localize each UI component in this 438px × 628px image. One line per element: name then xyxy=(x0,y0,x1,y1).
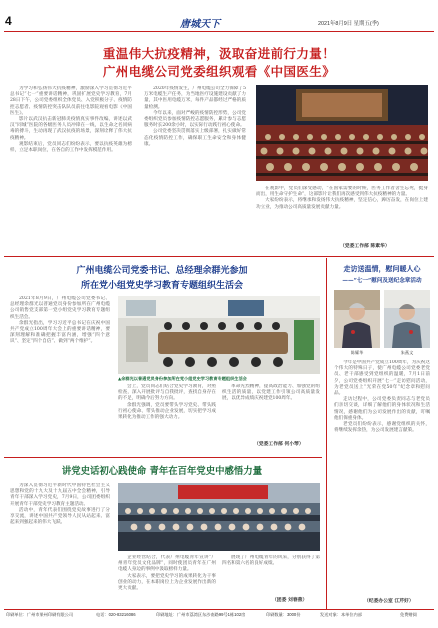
paragraph: 今年是中国共产党成立100周年，为庆祝这个伟大的特殊日子，使广州电缆公司党委老党员、老干部感受到党组织的温暖，7月1日前夕，公司党委组织开展“七一”走访慰问活动，为老党员送上“光荣在党50年”纪念章和慰问品。 xyxy=(334,360,430,397)
article1-col2 xyxy=(144,86,246,272)
paragraph: 活动中，青年代表们围绕党史故事进行了分享交流，讲述中国共产党领导人民从站起来、富起来到强起来的伟大飞跃。 xyxy=(10,507,110,526)
footer-printer: 印刷单位：广州市果州印刷有限公司 xyxy=(6,612,74,617)
article2-col3 xyxy=(222,384,320,436)
sidebar-photo-2 xyxy=(384,290,430,348)
elderly-member-image xyxy=(384,290,430,348)
paragraph: 走访过程中，公司党委负责同志与老党员们亲切交谈，详细了解他们的身体状况和生活情况，感谢他们为公司发展作出的贡献，叮嘱他们保重身体。 xyxy=(334,397,430,421)
paragraph: 展现了广州电缆青年的风采，分别获得了第四名和第六名的良好成绩。 xyxy=(222,555,320,567)
meeting-room-image xyxy=(118,296,320,374)
paragraph: 老党员们纷纷表示，感谢党组织的关怀，将继续发挥余热，为公司发展建言献策。 xyxy=(334,422,430,434)
sidebar-title: 走访送温情，慰问暖人心 xyxy=(343,264,421,273)
paragraph: 2020年疫情发生，广州电缆公司全力保障了5万米电缆生产任务，为当地医疗设施建设贡献了力量，其中医用电缆万米，每件产品都经过严格的质量检测。 xyxy=(144,86,246,110)
article3-title: 讲党史话初心践使命 青年在百年党史中感悟力量 xyxy=(61,466,263,477)
paragraph: 革命先烈精神，提高政治能力、加强党的组织生活的质量，以党建工作引领公司高质量发展，以优异成绩庆祝建党100周年。 xyxy=(222,384,320,402)
sidebar-photo-1-caption: 陈耀华 xyxy=(350,350,364,355)
footer-shipment: 印刷数量：3000份 xyxy=(266,612,301,617)
article2-col1 xyxy=(10,296,110,442)
cinema-audience-image xyxy=(256,85,428,181)
article1-col3 xyxy=(256,186,428,242)
article2-byline: （党委工作部 何小琴） xyxy=(254,441,304,447)
footer-delivery: 发送对象：本单位内部 xyxy=(320,612,362,617)
paragraph: 企业经营结合，代表广州电缆青年宣讲“广州青年党员文化品牌”，同时使团员青年在广州电缆人身边的事例中汲取榜样力量。 xyxy=(118,555,216,573)
footer xyxy=(4,612,434,622)
article1-subtitle: 广州电缆公司党委组织观看《中国医生》 xyxy=(102,64,336,79)
paragraph: 会上，党员同志们结合党史学习教育，对照检查，深入开展批评与自我批评，查找自身存在的不足，明确今后努力方向。 xyxy=(118,384,216,402)
footer-fee: 免费赠阅 xyxy=(400,612,417,617)
article2-col2 xyxy=(118,384,216,454)
paragraph: 公司党委坚决贯彻落实上级部署，扎实做好常态化疫情防控工作，确保职工生命安全和身体健康。 xyxy=(144,129,246,147)
paragraph: 2021年8月9日，广州电缆公司党委书记、总经理余群光以普通党员身份参加所在广州电缆公司销售党支部第一党小组党史学习教育专题组织生活会。 xyxy=(10,296,110,320)
article3-col1 xyxy=(10,483,110,607)
paragraph: 今年以来，面对严峻的疫情防控形势，公司党委组织党员参加疫情防控志愿服务，累计参与志愿服务时长200余小时，以实际行动践行初心使命。 xyxy=(144,110,246,129)
paragraph: 余群光强调，党员要带头学习党史、带头践行初心使命、带头推动企业发展，切实把学习成果转化为推动工作的强大动力。 xyxy=(118,402,216,421)
paragraph: 为学习和弘扬伟大抗疫精神，激励深入学习贯彻习近平总书记“七一”重要讲话精神，巩固扩展党史学习教育，7月28日下午，公司党委组织全体党员、入党积极分子、疫情防控志愿者、疫情防控突击队队员前往电影院观看电影《中国医生》。 xyxy=(10,86,132,116)
sidebar-divider xyxy=(326,258,327,610)
divider xyxy=(4,457,322,458)
sidebar-byline: （纪委办公室 江芹好） xyxy=(364,598,414,604)
footer-address: 印刷地址：广州市荔湾区东沙南路99号1栋102房 xyxy=(156,612,246,617)
article2-caption: ▲余群光以普通党员身份参加所在党小组党史学习教育专题组织生活会 xyxy=(118,376,247,381)
article2-title: 广州电缆公司党委书记、总经理余群光参加 xyxy=(76,266,248,276)
article1-photo xyxy=(256,85,428,181)
issue-date: 2021年8月9日 星期五(季) xyxy=(318,21,379,27)
paragraph: 大家表示，要把党史学习的成果转化为干事创业的动力，在本职岗位上为企业发展作出新的更大贡献。 xyxy=(118,573,216,592)
sidebar-body xyxy=(334,360,430,594)
article1-title: 重温伟大抗疫精神，汲取奋进前行力量！ xyxy=(102,46,336,61)
paragraph: 观影结束后，党员同志们纷纷表示，要以抗疫英雄为榜样，立足本职岗位，在各自的工作中发挥模范作用。 xyxy=(10,141,132,154)
article2-photo xyxy=(118,296,320,374)
section-name: 唐城天下 xyxy=(180,19,220,30)
paragraph: 影片以武汉抗击新冠肺炎疫情真实事件改编，讲述以武汉“同城”医院的各级医务人员冲锋在一线，以生命之名同病毒的搏斗，生动再现了武汉抗疫的场景，深刻诠释了伟大抗疫精神。 xyxy=(10,117,132,141)
group-photo-image xyxy=(118,483,320,551)
footer-rule xyxy=(4,609,434,610)
article3-byline: （团委 刘春燕） xyxy=(272,597,308,603)
article3-photo xyxy=(118,483,320,551)
paragraph: 余群光指出，学习习近平总书记在庆祝中国共产党成立100周年大会上的重要讲话精神，要深刻理解和准确把握丰富内涵，增强“四个意识”、坚定“四个自信”、做到“两个维护”。 xyxy=(10,320,110,345)
page-number: 4 xyxy=(5,14,12,28)
sidebar-subtitle: ——“七一”慰问及送纪念章活动 xyxy=(342,278,422,284)
paragraph: 为深入贯彻习近平新时代中国特色社会主义思想和党的十九大及十九届五中全会精神，引导青年干部深入学习党史，7月9日，公司团委组织开展青年干部党史学习教育主题活动。 xyxy=(10,483,110,507)
paragraph: 在观影中，党员们深受感动，“在国家需要的时候，医务工作者舍生忘死，挺身而出，用生命守护生命”，这部影片让我们再次感受到伟大抗疫精神的力量。 xyxy=(256,186,428,198)
sidebar-photo-1 xyxy=(334,290,380,348)
article3-col3 xyxy=(222,555,320,589)
article1-byline: （党委工作部 陈素华） xyxy=(340,243,390,249)
article3-col2 xyxy=(118,555,216,607)
elderly-member-image xyxy=(334,290,380,348)
header-rule xyxy=(4,31,434,32)
paragraph: 大家纷纷表示，将继承和发扬伟大抗疫精神，坚定信心，踔厉奋发，在岗位上建功立业，为推动公司高质量发展贡献力量。 xyxy=(256,198,428,210)
article2-subtitle: 所在党小组党史学习教育专题组织生活会 xyxy=(80,281,243,291)
sidebar-photo-2-caption: 朱燕文 xyxy=(400,350,414,355)
footer-phone: 电话：020-83216086 xyxy=(96,612,136,617)
divider xyxy=(4,256,434,257)
article1-col1 xyxy=(10,86,132,272)
